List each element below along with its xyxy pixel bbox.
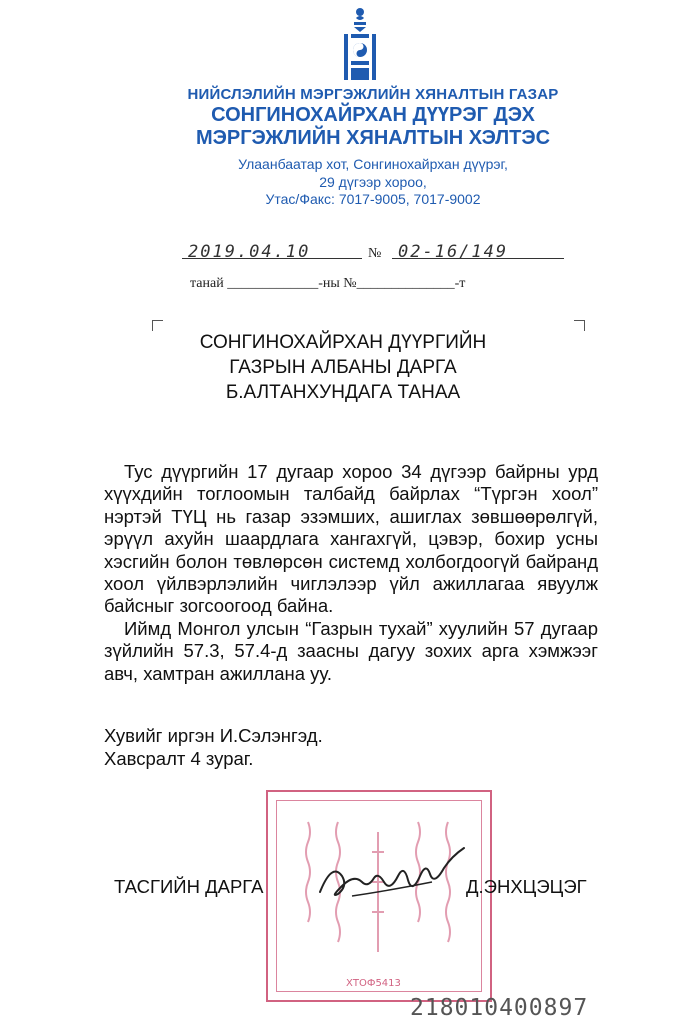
addressee-line3: Б.АЛТАНХУНДАГА ТАНАА bbox=[225, 382, 461, 403]
addressee-line1: СОНГИНОХАЙРХАН ДҮҮРГИЙН bbox=[199, 332, 487, 353]
letter-date: 2019.04.10 bbox=[188, 242, 311, 262]
attachment-line: Хавсралт 4 зураг. bbox=[104, 748, 254, 769]
org-parent-title: НИЙСЛЭЛИЙН МЭРГЭЖЛИЙН ХЯНАЛТЫН ГАЗАР bbox=[187, 86, 559, 103]
body-paragraph-2: Иймд Монгол улсын “Газрын тухай” хуулийн 57 дугаар зүйлийн 57.3, 57.4-д заасны дагуу зохих арга хэмжээг авч, хамтран ажиллана уу. bbox=[104, 617, 598, 684]
reply-reference-line: танай _____________-ны №______________-т bbox=[190, 276, 466, 291]
number-label: № bbox=[368, 246, 382, 261]
addressee-line2: ГАЗРЫН АЛБАНЫ ДАРГА bbox=[229, 357, 457, 378]
soyombo-emblem-icon bbox=[340, 4, 380, 82]
address-line2: 29 дүгээр хороо, bbox=[319, 174, 427, 190]
signatory-name: Д.ЭНХЦЭЦЭГ bbox=[466, 876, 587, 897]
address-line1: Улаанбаатар хот, Сонгинохайрхан дүүрэг, bbox=[238, 156, 508, 172]
stamp-code: ХТОФ5413 bbox=[346, 978, 401, 989]
org-title-line1: СОНГИНОХАЙРХАН ДҮҮРЭГ ДЭХ bbox=[211, 104, 535, 126]
body-paragraph-1: Тус дүүргийн 17 дугаар хороо 34 дүгээр байрны урд хүүхдийн тоглоомын талбайд байрлах “Түргэн хоол” нэртэй ТҮЦ нь газар эзэмших, ашиглах зөвшөөрөлгүй, эрүүл ахуйн шаардлага хангахгүй, цэвэр, бохир усны хэсгийн болон төвлөрсөн системд холбогдоогүй байранд хоол үйлвэрлэлийн чиглэлээр үйл ажиллагаа явуулж байсныг зогсоогоод байна. bbox=[104, 461, 598, 617]
org-title-line2: МЭРГЭЖЛИЙН ХЯНАЛТЫН ХЭЛТЭС bbox=[195, 127, 551, 149]
copy-recipient-line: Хувийг иргэн И.Сэлэнгэд. bbox=[104, 725, 323, 746]
letter-number: 02-16/149 bbox=[398, 242, 509, 262]
signatory-title: ТАСГИЙН ДАРГА bbox=[114, 876, 264, 897]
address-contact: Утас/Факс: 7017-9005, 7017-9002 bbox=[265, 191, 481, 207]
handwritten-signature-icon bbox=[312, 842, 472, 912]
document-serial-number: 218010400897 bbox=[410, 995, 589, 1021]
letter-body bbox=[104, 461, 598, 685]
